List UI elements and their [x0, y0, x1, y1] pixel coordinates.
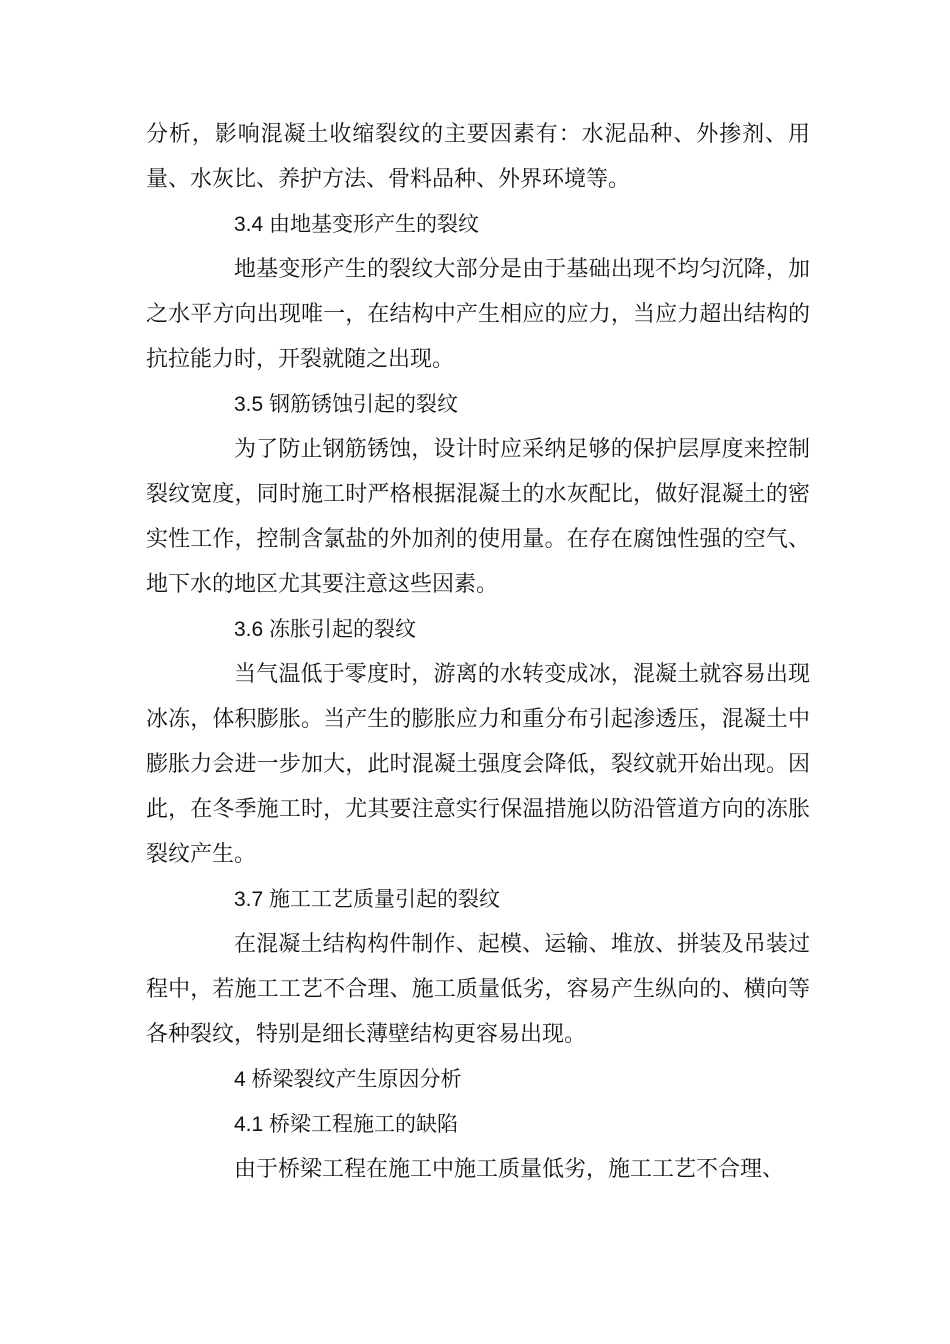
- paragraph-shrinkage-factors: 分析，影响混凝土收缩裂纹的主要因素有：水泥品种、外掺剂、用量、水灰比、养护方法、骨料品种、外界环境等。: [146, 122, 810, 192]
- heading-3-5: 3.5 钢筋锈蚀引起的裂纹: [234, 393, 459, 416]
- heading-3-7: 3.7 施工工艺质量引起的裂纹: [234, 888, 501, 911]
- paragraph-rebar-corrosion: 为了防止钢筋锈蚀，设计时应采纳足够的保护层厚度来控制裂纹宽度，同时施工时严格根据混凝土的水灰配比，做好混凝土的密实性工作，控制含氯盐的外加剂的使用量。在存在腐蚀性强的空气、地下水的地区尤其要注意这些因素。: [146, 437, 810, 597]
- paragraph-bridge-defects: 由于桥梁工程在施工中施工质量低劣，施工工艺不合理、: [234, 1157, 785, 1182]
- heading-4: 4 桥梁裂纹产生原因分析: [234, 1068, 462, 1091]
- heading-3-4: 3.4 由地基变形产生的裂纹: [234, 213, 480, 236]
- paragraph-foundation-deformation: 地基变形产生的裂纹大部分是由于基础出现不均匀沉降，加之水平方向出现唯一，在结构中产生相应的应力，当应力超出结构的抗拉能力时，开裂就随之出现。: [146, 257, 810, 372]
- heading-3-6: 3.6 冻胀引起的裂纹: [234, 618, 417, 641]
- heading-4-1: 4.1 桥梁工程施工的缺陷: [234, 1113, 459, 1136]
- paragraph-frost-heave: 当气温低于零度时，游离的水转变成冰，混凝土就容易出现冰冻，体积膨胀。当产生的膨胀应力和重分布引起渗透压，混凝土中膨胀力会进一步加大，此时混凝土强度会降低，裂纹就开始出现。因此，在冬季施工时，尤其要注意实行保温措施以防沿管道方向的冻胀裂纹产生。: [146, 662, 810, 867]
- document-body: [146, 112, 810, 1192]
- paragraph-construction-quality: 在混凝土结构构件制作、起模、运输、堆放、拼装及吊装过程中，若施工工艺不合理、施工质量低劣，容易产生纵向的、横向等各种裂纹，特别是细长薄壁结构更容易出现。: [146, 932, 810, 1047]
